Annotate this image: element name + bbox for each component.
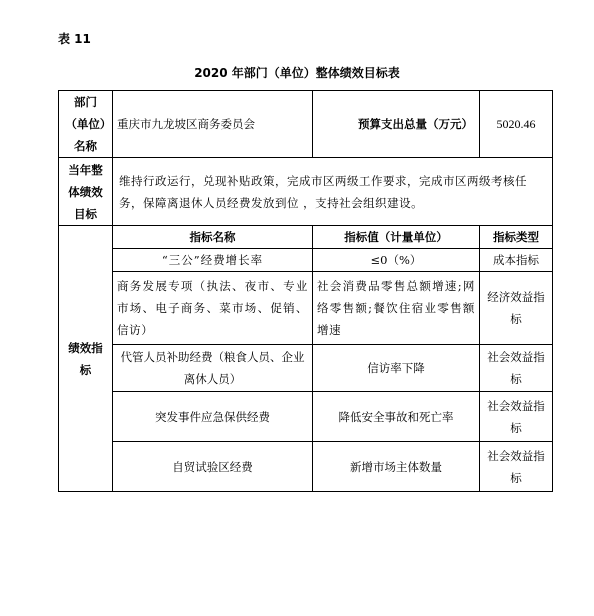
page-title: 2020 年部门（单位）整体绩效目标表 — [194, 66, 400, 80]
budget-value: 5020.46 — [480, 91, 553, 158]
column-header-type: 指标类型 — [480, 226, 553, 249]
column-header-value: 指标值（计量单位） — [313, 226, 480, 249]
table-row — [59, 272, 553, 345]
table-row — [59, 392, 553, 442]
indicator-value: 降低安全事故和死亡率 — [313, 392, 480, 442]
indicator-value: 信访率下降 — [313, 345, 480, 392]
column-header-name: 指标名称 — [113, 226, 313, 249]
indicator-name: 代管人员补助经费（粮食人员、企业离休人员） — [113, 345, 313, 392]
dept-label: 部门（单位）名称 — [59, 91, 113, 158]
indicator-section-label: 绩效指标 — [59, 226, 113, 492]
indicator-header-row — [59, 226, 553, 249]
goal-label: 当年整体绩效目标 — [59, 158, 113, 226]
goal-text: 维持行政运行，兑现补贴政策，完成市区两级工作要求，完成市区两级考核任务，保障离退休人员经费发放到位 ，支持社会组织建设。 — [113, 158, 553, 226]
indicator-value: 社会消费品零售总额增速;网络零售额;餐饮住宿业零售额增速 — [313, 272, 480, 345]
indicator-type: 成本指标 — [480, 249, 553, 272]
performance-target-table — [58, 90, 553, 492]
indicator-value: ≤0（%） — [313, 249, 480, 272]
table-number: 表 11 — [58, 32, 91, 46]
table-row — [59, 345, 553, 392]
indicator-name: 突发事件应急保供经费 — [113, 392, 313, 442]
table-row — [59, 249, 553, 272]
budget-label: 预算支出总量（万元） — [313, 91, 480, 158]
indicator-type: 经济效益指标 — [480, 272, 553, 345]
table-row — [59, 442, 553, 492]
indicator-value: 新增市场主体数量 — [313, 442, 480, 492]
indicator-name: 商务发展专项（执法、夜市、专业市场、电子商务、菜市场、促销、信访） — [113, 272, 313, 345]
indicator-type: 社会效益指标 — [480, 442, 553, 492]
indicator-type: 社会效益指标 — [480, 345, 553, 392]
indicator-name: 自贸试验区经费 — [113, 442, 313, 492]
indicator-type: 社会效益指标 — [480, 392, 553, 442]
dept-name: 重庆市九龙坡区商务委员会 — [113, 91, 313, 158]
indicator-name: “三公”经费增长率 — [113, 249, 313, 272]
goal-row — [59, 158, 553, 226]
dept-row — [59, 91, 553, 158]
